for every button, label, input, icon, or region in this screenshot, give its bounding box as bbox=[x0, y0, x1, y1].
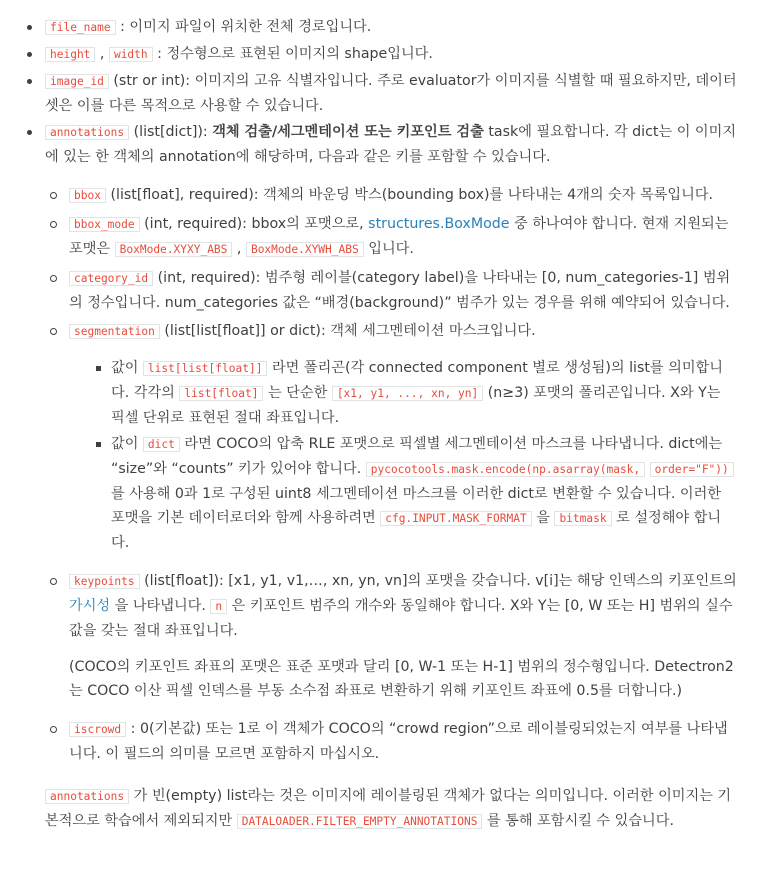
code-xywh-abs: BoxMode.XYWH_ABS bbox=[246, 242, 364, 257]
code-xyxy-abs: BoxMode.XYXY_ABS bbox=[115, 242, 233, 257]
list-item-file-name: file_name : 이미지 파일이 위치한 전체 경로입니다. bbox=[45, 15, 738, 40]
list-item-annotations: annotations (list[dict]): 객체 검출/세그멘테이션 또는 키포인트 검출 task에 필요합니다. 각 dict는 이 이미지에 있는 한 객체의 annotation에 해당하며, 다음과 같은 키를 포함할 수 있습니다. bbox (list[float], required): 객체의 바운딩 박스(bounding box)를 나타내는 4개의 숫자 목록입니다. bbox_mode (int, required): bbox의 포맷으로, structures.BoxMode 중 하나여야 합니다. 현재 지원되는 포맷은 BoxMode.XYXY_ABS , BoxMode.XYWH_ABS 입니다. category_id (int, required): 범주형 레이블(category label)을 나타내는 [0, num_categories-1] 범위의 정수입니다. num_categories 값은 “배경(background)” 범주가 있는 경우를 위해 예약되어 있습니다. segmentation (list[list[float]] or dict): 객체 세그멘테이션 마스크입니다. 값이 list[list[float]] 라면 폴리곤(각 connected component 별로 생성됨)의 list를 의미합니다. 각각의 list[float] 는 단순한 [x1, y1, ..., xn, yn] (n≥3) 포맷의 폴리곤입니다. X와 Y는 픽셀 단위로 표현된 절대 좌표입니다. 값이 dict 라면 COCO의 압축 RLE 포맷으로 픽셀별 세그멘테이션 마스크를 나타냅니다. dict에는 “size”와 “counts” 키가 있어야 합니다. pycocotools.mask.encode(np.asarray(mask, order="F")) 를 사용해 0과 1로 구성된 uint8 세그멘테이션 마스크를 이러한 dict로 변환할 수 있습니다. 이러한 포맷을 기본 데이터로더와 함께 사용하려면 cfg.INPUT.MASK_FORMAT 을 bitmask 로 설정해야 합니다. keypoints (list[float]): [x1, y1, v1,…, xn, yn, vn]의 포맷을 갖습니다. v[i]는 해당 인덱스의 키포인트의 가시성 을 나타냅니다. n 은 키포인트 범주의 개수와 동일해야 합니다. X와 Y는 [0, W 또는 H] 범위의 실수값을 갖는 절대 좌표입니다. (COCO의 키포인트 좌표의 포맷은 표준 포맷과 달리 [0, W-1 또는 H-1] 범위의 정수형입니다. Detectron2는 COCO 이산 픽셀 인덱스를 부동 소수점 좌표로 변환하기 위해 키포인트 좌표에 0.5를 더합니다.) iscrowd : 0(기본값) 또는 1로 이 객체가 COCO의 “crowd region”으로 레이블링되었는지 여부를 나타냅니다. 이 필드의 의미를 모르면 포함하지 마십시오. bbox=[45, 120, 738, 766]
list-item-keypoints: keypoints (list[float]): [x1, y1, v1,…, xn, yn, vn]의 포맷을 갖습니다. v[i]는 해당 인덱스의 키포인트의 가시성 을 나타냅니다. n 은 키포인트 범주의 개수와 동일해야 합니다. X와 Y는 [0, W 또는 H] 범위의 실수값을 갖는 절대 좌표입니다. (COCO의 키포인트 좌표의 포맷은 표준 포맷과 달리 [0, W-1 또는 H-1] 범위의 정수형입니다. Detectron2는 COCO 이산 픽셀 인덱스를 부동 소수점 좌표로 변환하기 위해 키포인트 좌표에 0.5를 더합니다.) bbox=[69, 569, 738, 703]
code-bitmask: bitmask bbox=[554, 511, 611, 526]
code-list-float: list[float] bbox=[179, 386, 263, 401]
code-dict: dict bbox=[143, 437, 180, 452]
list-item-rle: 값이 dict 라면 COCO의 압축 RLE 포맷으로 픽셀별 세그멘테이션 마스크를 나타냅니다. dict에는 “size”와 “counts” 키가 있어야 합니다. pycocotools.mask.encode(np.asarray(mask, order="F")) 를 사용해 0과 1로 구성된 uint8 세그멘테이션 마스크를 이러한 dict로 변환할 수 있습니다. 이러한 포맷을 기본 데이터로더와 함께 사용하려면 cfg.INPUT.MASK_FORMAT 을 bitmask 로 설정해야 합니다. bbox=[111, 432, 738, 555]
field-list bbox=[0, 15, 738, 766]
code-category-id: category_id bbox=[69, 271, 153, 286]
code-annotations: annotations bbox=[45, 125, 129, 140]
code-height: height bbox=[45, 47, 95, 62]
list-item-category-id: category_id (int, required): 범주형 레이블(category label)을 나타내는 [0, num_categories-1] 범위의 정수입니다. num_categories 값은 “배경(background)” 범주가 있는 경우를 위해 예약되어 있습니다. bbox=[69, 266, 738, 315]
code-n: n bbox=[210, 599, 227, 614]
code-segmentation: segmentation bbox=[69, 324, 160, 339]
code-image-id: image_id bbox=[45, 74, 109, 89]
code-mask-format: cfg.INPUT.MASK_FORMAT bbox=[380, 511, 531, 526]
annotation-field-list bbox=[45, 183, 738, 766]
keypoints-note: (COCO의 키포인트 좌표의 포맷은 표준 포맷과 달리 [0, W-1 또는 H-1] 범위의 정수형입니다. Detectron2는 COCO 이산 픽셀 인덱스를 부동 소수점 좌표로 변환하기 위해 키포인트 좌표에 0.5를 더합니다.) bbox=[69, 659, 734, 699]
code-keypoints: keypoints bbox=[69, 574, 140, 589]
list-item-segmentation: segmentation (list[list[float]] or dict): 객체 세그멘테이션 마스크입니다. 값이 list[list[float]] 라면 폴리곤(각 connected component 별로 생성됨)의 list를 의미합니다. 각각의 list[float] 는 단순한 [x1, y1, ..., xn, yn] (n≥3) 포맷의 폴리곤입니다. X와 Y는 픽셀 단위로 표현된 절대 좌표입니다. 값이 dict 라면 COCO의 압축 RLE 포맷으로 픽셀별 세그멘테이션 마스크를 나타냅니다. dict에는 “size”와 “counts” 키가 있어야 합니다. pycocotools.mask.encode(np.asarray(mask, order="F")) 를 사용해 0과 1로 구성된 uint8 세그멘테이션 마스크를 이러한 dict로 변환할 수 있습니다. 이러한 포맷을 기본 데이터로더와 함께 사용하려면 cfg.INPUT.MASK_FORMAT 을 bitmask 로 설정해야 합니다. bbox=[69, 319, 738, 555]
visibility-link[interactable]: 가시성 bbox=[69, 598, 111, 614]
list-item-iscrowd: iscrowd : 0(기본값) 또는 1로 이 객체가 COCO의 “crowd region”으로 레이블링되었는지 여부를 나타냅니다. 이 필드의 의미를 모르면 포함하지 마십시오. bbox=[69, 717, 738, 766]
code-bbox-mode: bbox_mode bbox=[69, 217, 140, 232]
segmentation-format-list bbox=[69, 356, 738, 555]
bold-text: 객체 검출/세그멘테이션 또는 키포인트 검출 bbox=[212, 124, 484, 140]
list-item-height-width: height , width : 정수형으로 표현된 이미지의 shape입니다. bbox=[45, 42, 738, 67]
boxmode-link[interactable]: structures.BoxMode bbox=[368, 216, 510, 232]
code-pycocotools-encode: pycocotools.mask.encode(np.asarray(mask, bbox=[366, 462, 645, 477]
footer-paragraph: annotations 가 빈(empty) list라는 것은 이미지에 레이블링된 객체가 없다는 의미입니다. 이러한 이미지는 기본적으로 학습에서 제외되지만 DATALOADER.FILTER_EMPTY_ANNOTATIONS 를 통해 포함시킬 수 있습니다. bbox=[45, 788, 732, 829]
code-filter-empty: DATALOADER.FILTER_EMPTY_ANNOTATIONS bbox=[237, 814, 483, 829]
code-width: width bbox=[109, 47, 153, 62]
code-pycocotools-order: order="F")) bbox=[650, 462, 734, 477]
code-polygon-format: [x1, y1, ..., xn, yn] bbox=[332, 386, 483, 401]
code-file-name: file_name bbox=[45, 20, 116, 35]
code-iscrowd: iscrowd bbox=[69, 722, 126, 737]
list-item-bbox: bbox (list[float], required): 객체의 바운딩 박스(bounding box)를 나타내는 4개의 숫자 목록입니다. bbox=[69, 183, 738, 208]
code-bbox: bbox bbox=[69, 188, 106, 203]
code-list-list-float: list[list[float]] bbox=[143, 361, 268, 376]
code-annotations-footer: annotations bbox=[45, 789, 129, 804]
list-item-bbox-mode: bbox_mode (int, required): bbox의 포맷으로, structures.BoxMode 중 하나여야 합니다. 현재 지원되는 포맷은 BoxMode.XYXY_ABS , BoxMode.XYWH_ABS 입니다. bbox=[69, 212, 738, 262]
list-item-polygon: 값이 list[list[float]] 라면 폴리곤(각 connected component 별로 생성됨)의 list를 의미합니다. 각각의 list[float] 는 단순한 [x1, y1, ..., xn, yn] (n≥3) 포맷의 폴리곤입니다. X와 Y는 픽셀 단위로 표현된 절대 좌표입니다. bbox=[111, 356, 738, 430]
list-item-image-id: image_id (str or int): 이미지의 고유 식별자입니다. 주로 evaluator가 이미지를 식별할 때 필요하지만, 데이터셋은 이를 다른 목적으로 사용할 수 있습니다. bbox=[45, 69, 738, 118]
